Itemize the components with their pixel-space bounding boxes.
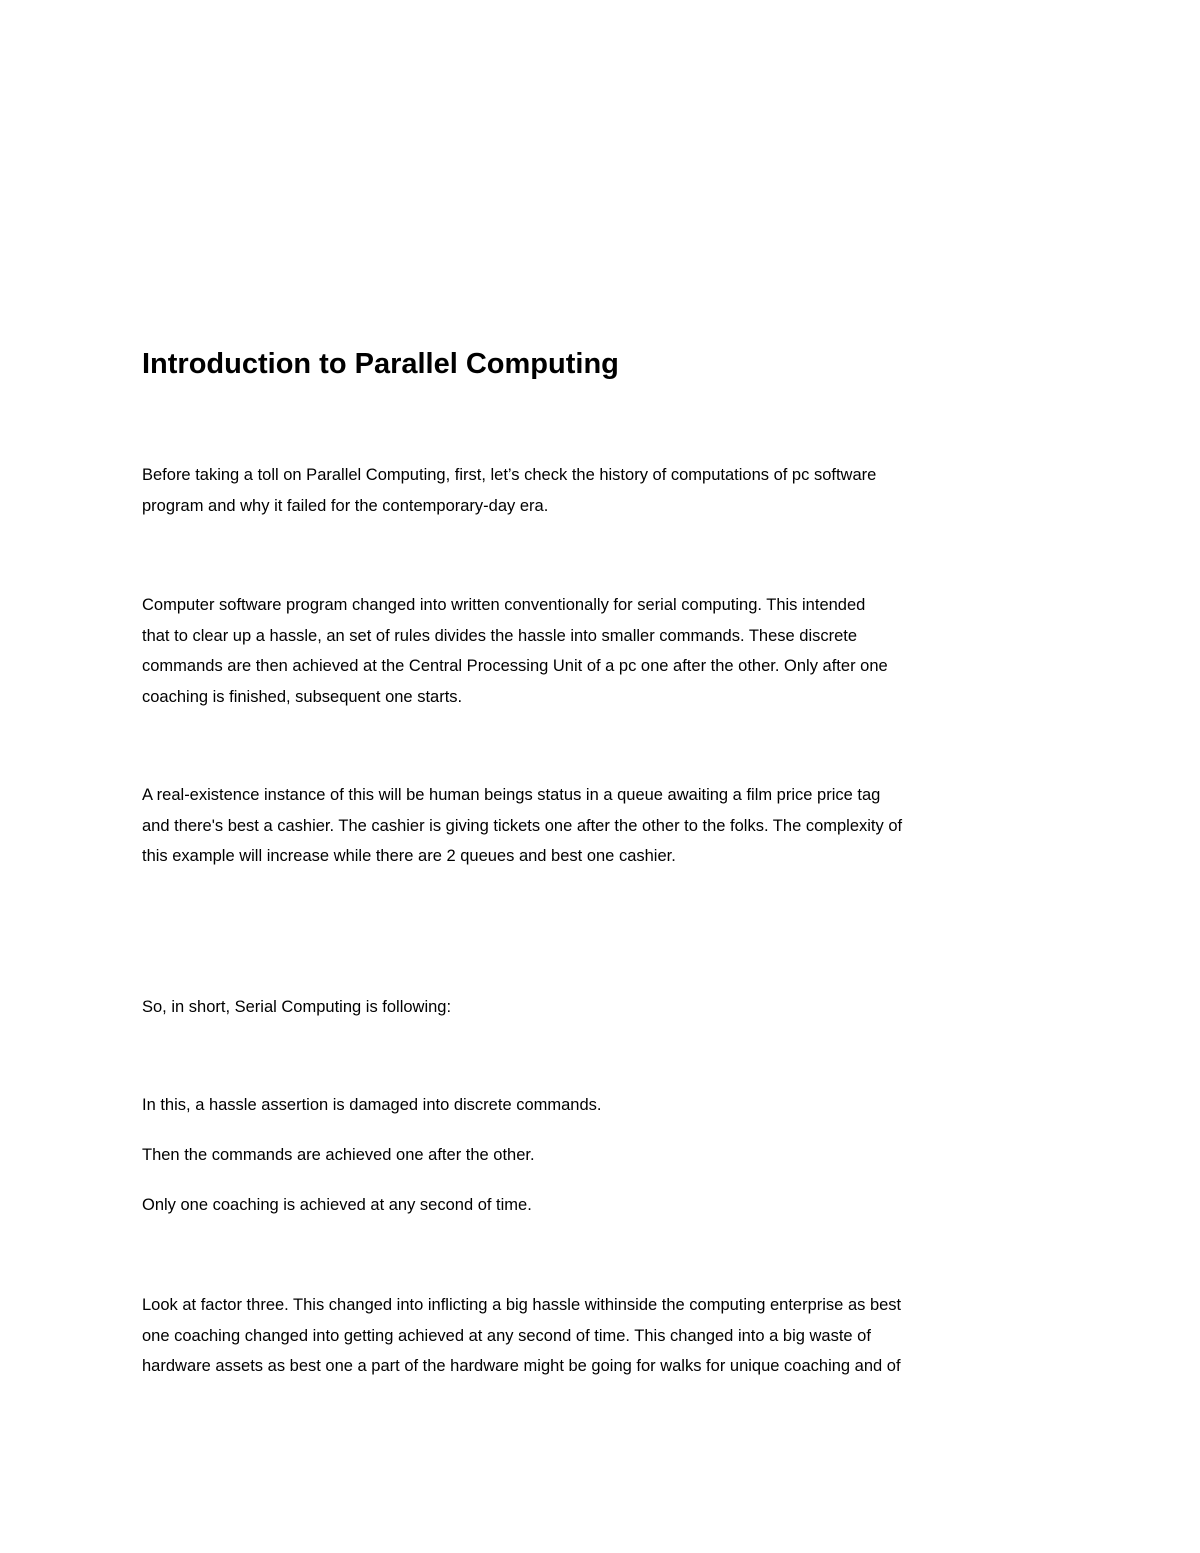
paragraph-factor-three	[142, 1290, 1072, 1382]
paragraph-line: A real-existence instance of this will be human beings status in a queue awaiting a film price price tag	[142, 786, 881, 804]
paragraph-line: Before taking a toll on Parallel Computing, first, let’s check the history of computations of pc software	[142, 466, 877, 484]
document-title: Introduction to Parallel Computing	[142, 348, 619, 380]
paragraph-serial-computing	[142, 590, 1072, 712]
paragraph-line: In this, a hassle assertion is damaged into discrete commands.	[142, 1096, 602, 1114]
paragraph-line: coaching is finished, subsequent one starts.	[142, 687, 463, 706]
paragraph-line: So, in short, Serial Computing is following:	[142, 998, 452, 1016]
paragraph-line: Only one coaching is achieved at any second of time.	[142, 1196, 532, 1214]
paragraph-queue-example	[142, 780, 1072, 872]
paragraph-line: Look at factor three. This changed into inflicting a big hassle withinside the computing enterprise as best	[142, 1296, 902, 1314]
paragraph-line: commands are then achieved at the Central Processing Unit of a pc one after the other. Only after one	[142, 657, 888, 675]
paragraph-line: this example will increase while there are 2 queues and best one cashier.	[142, 847, 676, 865]
summary-point-2	[142, 1140, 1072, 1171]
paragraph-line: Then the commands are achieved one after the other.	[142, 1146, 535, 1164]
paragraph-line: Computer software program changed into written conventionally for serial computing. This intended	[142, 596, 866, 614]
summary-point-3	[142, 1190, 1072, 1221]
paragraph-summary-intro	[142, 992, 1072, 1023]
summary-point-1	[142, 1090, 1072, 1121]
paragraph-line: program and why it failed for the contemporary-day era.	[142, 496, 549, 515]
paragraph-history-intro	[142, 460, 1072, 521]
paragraph-line: and there's best a cashier. The cashier is giving tickets one after the other to the folks. The complexity of	[142, 816, 903, 835]
paragraph-line: one coaching changed into getting achieved at any second of time. This changed into a big waste of	[142, 1326, 871, 1345]
paragraph-line: that to clear up a hassle, an set of rules divides the hassle into smaller commands. These discrete	[142, 626, 858, 645]
paragraph-line: hardware assets as best one a part of the hardware might be going for walks for unique coaching and of	[142, 1357, 901, 1375]
